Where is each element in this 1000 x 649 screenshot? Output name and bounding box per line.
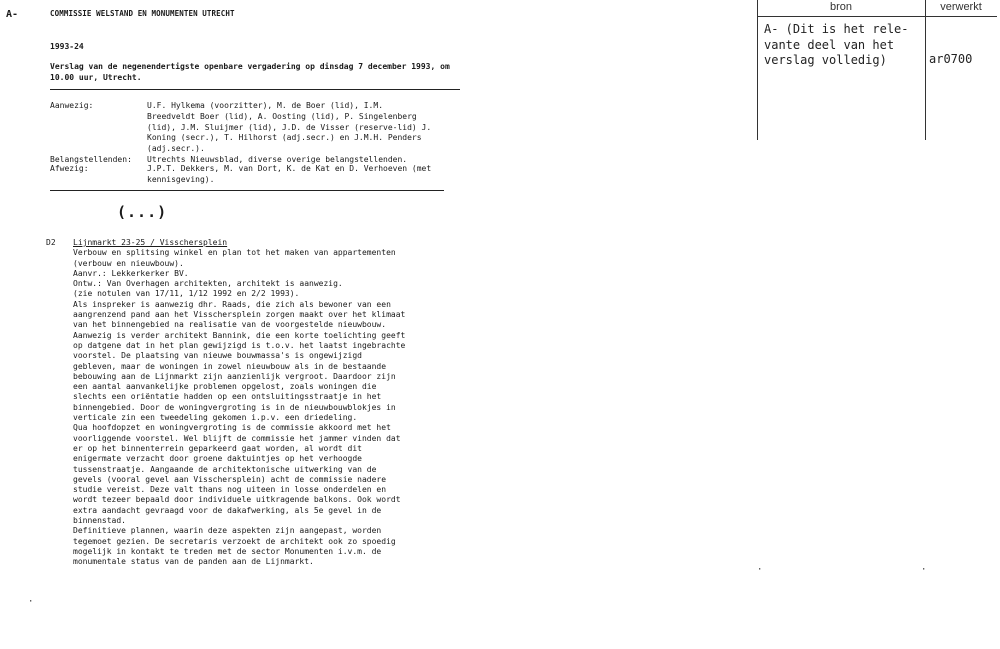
- bron-line: A- (Dit is het rele-: [764, 22, 909, 36]
- table-border-left: [757, 0, 758, 140]
- item-line: Aanvr.: Lekkerkerker BV.: [73, 268, 189, 278]
- item-line: wordt tezeer bepaald door individuele uitkragende balkons. Ook wordt: [73, 495, 401, 505]
- source-table: [757, 0, 997, 140]
- attendance-line: Koning (secr.), T. Hilhorst (adj.secr.) en J.M.H. Penders: [147, 133, 422, 143]
- column-header-verwerkt: verwerkt: [940, 1, 982, 13]
- item-line: aangrenzend pand aan het Visschersplein zorgen maakt over het klimaat: [73, 310, 406, 320]
- divider-top: [50, 89, 460, 90]
- omission-ellipsis: (...): [117, 203, 168, 221]
- attendance-label-present: Aanwezig:: [50, 101, 94, 110]
- attendance-absent-text: [147, 164, 467, 186]
- session-number: 1993-24: [50, 42, 84, 51]
- item-line: tegemoet gezien. De secretaris verzoekt de architekt ook zo spoedig: [73, 536, 396, 546]
- meeting-heading: Verslag van de negenendertigste openbare vergadering op dinsdag 7 december 1993, om 10.00 uur, Utrecht.: [50, 62, 450, 82]
- item-line: Qua hoofdopzet en woningvergroting is de commissie akkoord met het: [73, 423, 391, 433]
- item-line: extra aandacht gevraagd voor de dakafwerking, als 5e gevel in de: [73, 505, 382, 515]
- verwerkt-cell: ar0700: [929, 52, 973, 66]
- item-line: monumentale status van de panden aan de Lijnmarkt.: [73, 557, 314, 567]
- item-line: er op het binnenterrein geparkeerd gaat worden, al wordt dit: [73, 443, 362, 453]
- item-line: op datgene dat in het plan gewijzigd is t.o.v. het laatst ingebrachte: [73, 340, 406, 350]
- item-line: gebleven, maar de woningen in zowel nieuwbouw als in de bestaande: [73, 361, 387, 371]
- bron-line: vante deel van het: [764, 37, 895, 52]
- document-marker: A-: [6, 9, 19, 20]
- attendance-line: kennisgeving).: [147, 174, 215, 184]
- item-line: Als inspreker is aanwezig dhr. Raads, die zich als bewoner van een: [73, 299, 391, 309]
- item-line: bebouwing aan de Lijnmarkt zijn aanzienlijk vergroot. Daardoor zijn: [73, 371, 396, 381]
- attendance-label-absent: Afwezig:: [50, 164, 89, 173]
- table-header-divider: [757, 16, 997, 17]
- item-line: Aanwezig is verder architekt Bannink, die een korte toelichting geeft: [73, 330, 406, 340]
- item-line: binnengebied. Door de woningvergroting is in de nieuwbouwblokjes in: [73, 402, 396, 412]
- scan-speck: ·: [28, 597, 34, 607]
- item-line: gevels (vooral gevel aan Visschersplein) acht de commissie nadere: [73, 474, 387, 484]
- item-code: D2: [46, 238, 56, 247]
- item-line: enigermate verzacht door groene daktuintjes op het verhoogde: [73, 454, 362, 464]
- attendance-line: Utrechts Nieuwsblad, diverse overige belangstellenden.: [147, 155, 408, 164]
- item-line: (verbouw en nieuwbouw).: [73, 258, 184, 268]
- organization-name: COMMISSIE WELSTAND EN MONUMENTEN UTRECHT: [50, 9, 235, 18]
- item-line: een aantal aanvankelijke problemen opgelost, zoals woningen die: [73, 382, 377, 392]
- bron-cell: [764, 22, 924, 69]
- divider-bottom: [50, 190, 444, 191]
- item-line: voorliggende voorstel. Wel blijft de commissie het jammer vinden dat: [73, 433, 401, 443]
- attendance-line: (lid), J.M. Sluijmer (lid), J.D. de Visser (reserve-lid) J.: [147, 122, 432, 132]
- item-line: slechts een oriëntatie hadden op een ontsluitingsstraatje in het: [73, 392, 382, 402]
- item-line: van het binnengebied na realisatie van de voorgestelde nieuwbouw.: [73, 320, 387, 330]
- item-line: binnenstad.: [73, 516, 126, 526]
- item-line: mogelijk in kontakt te treden met de sector Monumenten i.v.m. de: [73, 546, 382, 556]
- attendance-line: (adj.secr.).: [147, 144, 205, 154]
- scan-speck: ·: [921, 565, 927, 575]
- item-body: [73, 238, 463, 568]
- table-column-divider: [925, 0, 926, 140]
- attendance-line: J.P.T. Dekkers, M. van Dort, K. de Kat en D. Verhoeven (met: [147, 164, 432, 173]
- item-line: Verbouw en splitsing winkel en plan tot het maken van appartementen: [73, 248, 396, 258]
- item-title: Lijnmarkt 23-25 / Visschersplein: [73, 238, 228, 247]
- column-header-bron: bron: [829, 1, 853, 13]
- item-line: verticale zin een tweedeling gekomen i.p.v. een driedeling.: [73, 413, 358, 423]
- attendance-present-text: [147, 101, 467, 155]
- scan-speck: ·: [757, 565, 763, 575]
- attendance-line: U.F. Hylkema (voorzitter), M. de Boer (lid), I.M.: [147, 101, 384, 110]
- attendance-line: Breedveldt Boer (lid), A. Oosting (lid), P. Singelenberg: [147, 111, 417, 121]
- attendance-label-interested: Belangstellenden:: [50, 155, 132, 164]
- bron-line: verslag volledig): [764, 53, 887, 67]
- item-line: Ontw.: Van Overhagen architekten, architekt is aanwezig.: [73, 279, 343, 289]
- item-line: (zie notulen van 17/11, 1/12 1992 en 2/2 1993).: [73, 289, 300, 299]
- item-line: voorstel. De plaatsing van nieuwe bouwmassa's is ongewijzigd: [73, 351, 362, 361]
- item-line: studie vereist. Deze valt thans nog uiteen in losse onderdelen en: [73, 485, 387, 495]
- item-line: Definitieve plannen, waarin deze aspekten zijn aangepast, worden: [73, 526, 382, 536]
- item-line: tussenstraatje. Aangaande de architektonische uitwerking van de: [73, 464, 377, 474]
